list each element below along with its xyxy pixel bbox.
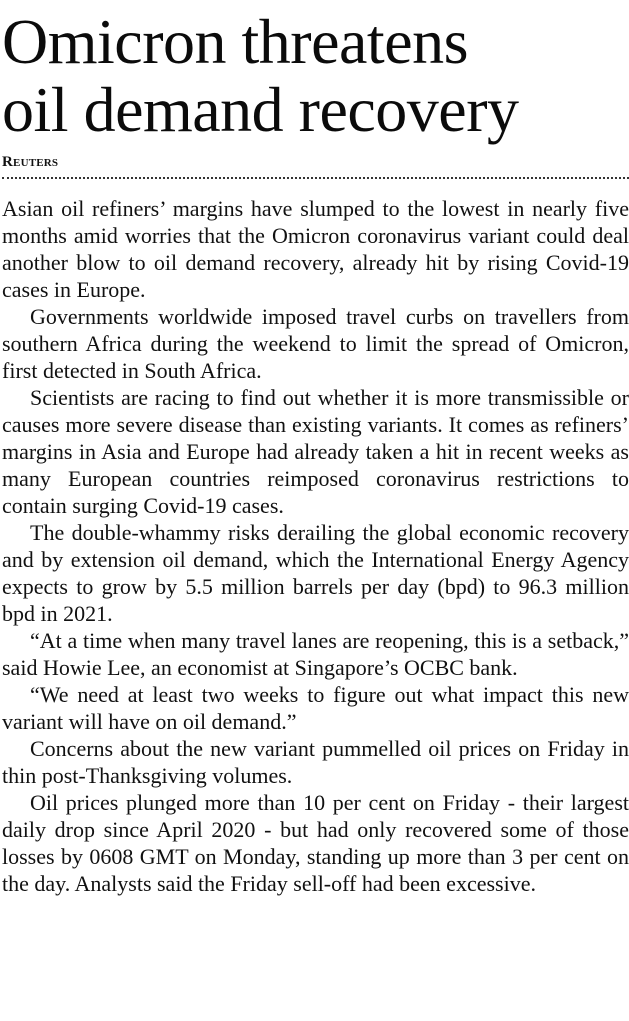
dotted-divider [2, 177, 629, 179]
paragraph-7: Concerns about the new variant pummelled oil prices on Friday in thin post-Thanksgiving volumes. [2, 735, 629, 788]
paragraph-2: Governments worldwide imposed travel curbs on travellers from southern Africa during the weekend to limit the spread of Omicron, first detected in South Africa. [2, 303, 629, 383]
headline-line-2: oil demand recovery [2, 73, 519, 145]
headline [2, 0, 629, 144]
byline: Reuters [2, 153, 59, 170]
paragraph-8: Oil prices plunged more than 10 per cent on Friday - their largest daily drop since April 2020 - but had only recovered some of those losses by 0608 GMT on Monday, standing up more than 3 per cent on the day. Analysts said the Friday sell-off had been excessive. [2, 789, 629, 896]
headline-line-1: Omicron threatens [2, 6, 468, 77]
paragraph-4: The double-whammy risks derailing the global economic recovery and by extension oil demand, which the International Energy Agency expects to grow by 5.5 million barrels per day (bpd) to 96.3 million bpd in 2021. [2, 519, 629, 626]
paragraph-1: Asian oil refiners’ margins have slumped to the lowest in nearly five months amid worries that the Omicron coronavirus variant could deal another blow to oil demand recovery, already hit by rising Covid-19 cases in Europe. [2, 195, 629, 302]
paragraph-6: “We need at least two weeks to figure out what impact this new variant will have on oil demand.” [2, 681, 629, 734]
paragraph-3: Scientists are racing to find out whether it is more transmissible or causes more severe disease than existing variants. It comes as refiners’ margins in Asia and Europe had already taken a hit in recent weeks as many European countries reimposed coronavirus restrictions to contain surging Covid-19 cases. [2, 384, 629, 518]
article-body [2, 195, 629, 897]
paragraph-5: “At a time when many travel lanes are reopening, this is a setback,” said Howie Lee, an economist at Singapore’s OCBC bank. [2, 627, 629, 680]
